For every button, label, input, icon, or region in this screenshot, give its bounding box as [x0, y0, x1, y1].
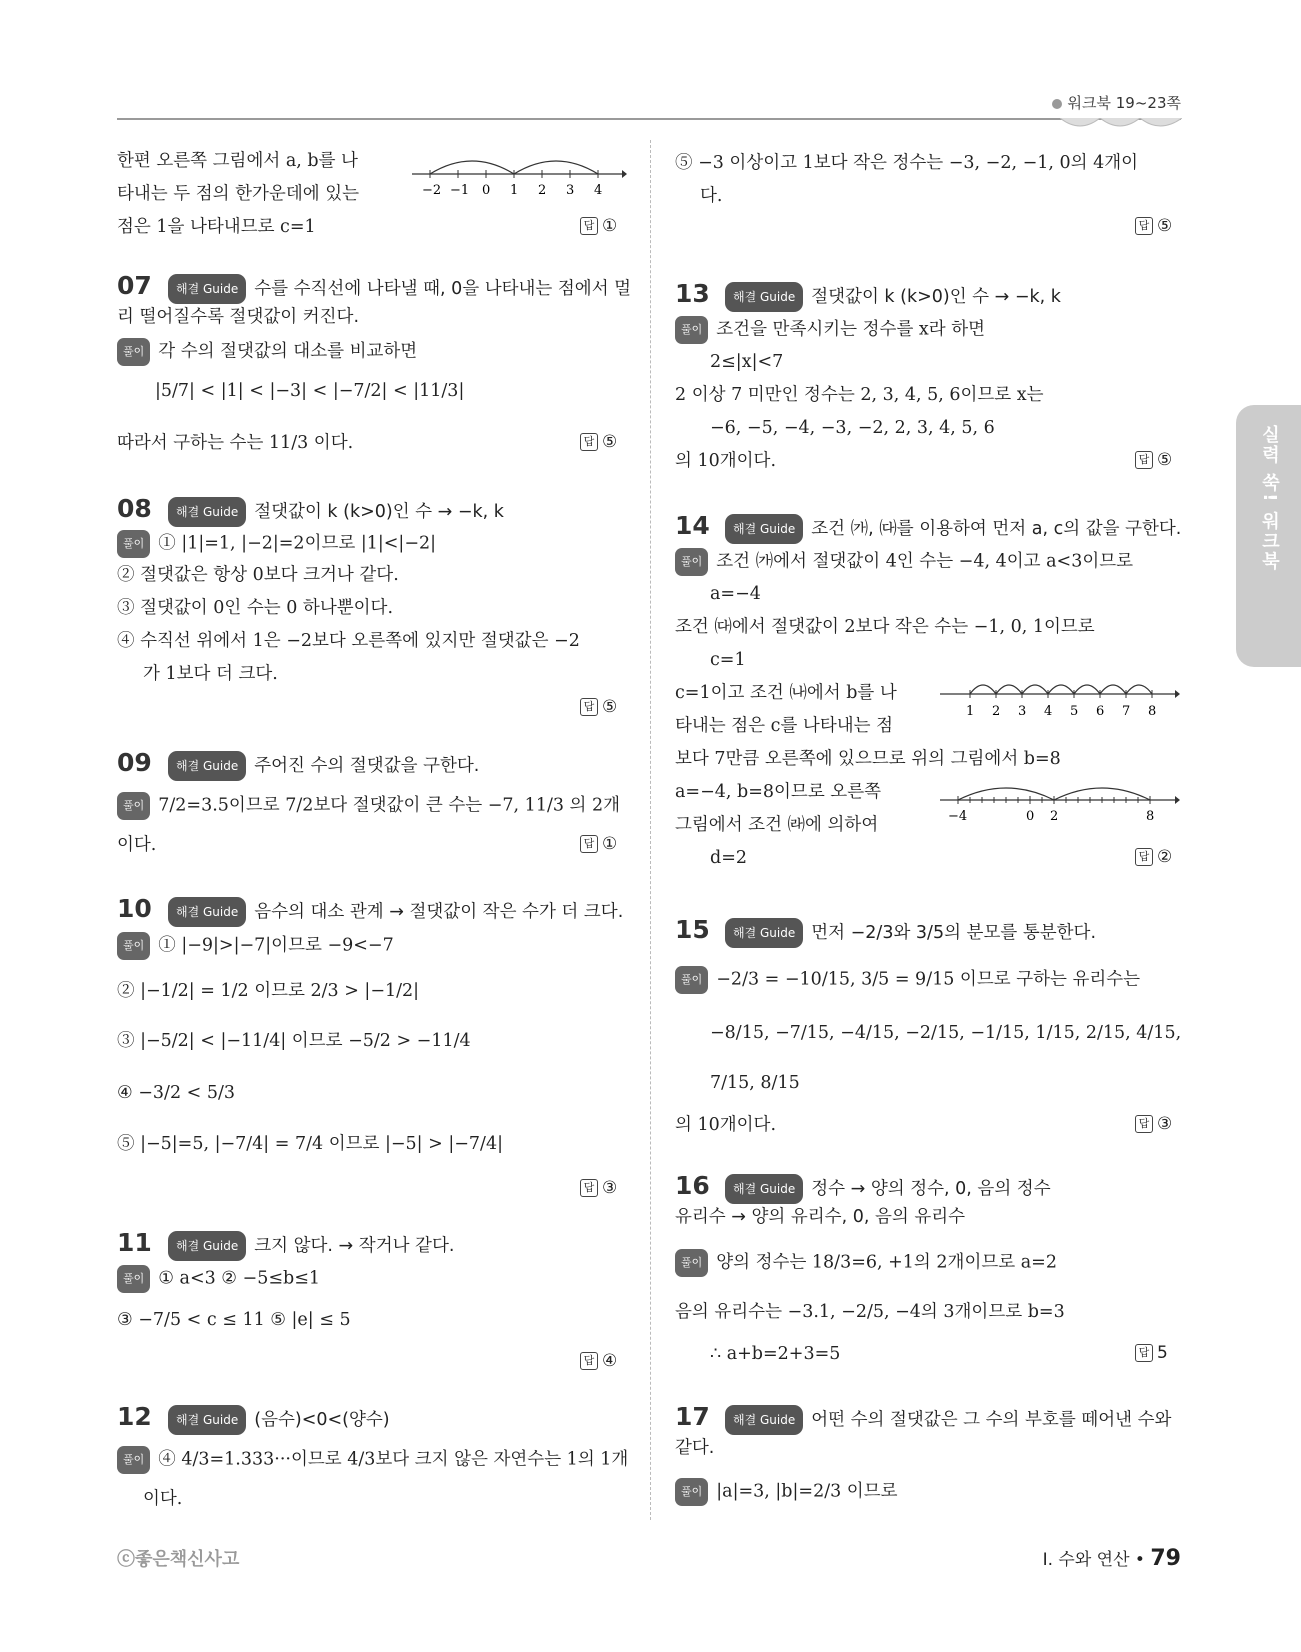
- solution-line: ③ |−5/2| < |−11/4| 이므로 −5/2 > −11/4: [117, 1031, 471, 1051]
- nl3-tick: 0: [1026, 809, 1035, 824]
- nl2-tick: 3: [1018, 704, 1027, 719]
- problem-number: 17: [675, 1402, 710, 1431]
- answer-09: 답 ①: [580, 834, 617, 854]
- bullet-icon: [1052, 99, 1062, 109]
- guide-line: 해결 Guide 절댓값이 k (k>0)인 수 → −k, k: [725, 282, 1061, 312]
- problem-number: 09: [117, 748, 152, 777]
- solution-line: 풀이 각 수의 절댓값의 대소를 비교하면: [117, 338, 417, 366]
- solution-line: 풀이 조건을 만족시키는 정수를 x라 하면: [675, 316, 985, 344]
- number-line-2: [940, 672, 1180, 720]
- solution-line: 따라서 구하는 수는 11/3 이다.: [117, 433, 354, 453]
- solution-line: ③ 절댓값이 0인 수는 0 하나뿐이다.: [117, 598, 394, 618]
- nl1-tick: −1: [450, 183, 470, 198]
- problem-number: 11: [117, 1228, 152, 1257]
- nl1-tick: 0: [482, 183, 491, 198]
- workbook-reference: 워크북 19~23쪽: [1052, 92, 1181, 113]
- answer-intro-right: 답 ⑤: [1135, 216, 1172, 236]
- solution-line: 7/15, 8/15: [710, 1073, 800, 1093]
- answer-icon: 답: [580, 1352, 598, 1370]
- nl3-tick: 8: [1146, 809, 1155, 824]
- guide-line: 해결 Guide 먼저 −2/3와 3/5의 분모를 통분한다.: [725, 918, 1096, 948]
- nl1-tick: −2: [422, 183, 442, 198]
- solution-line: 풀이 −2/3 = −10/15, 3/5 = 9/15 이므로 구하는 유리수는: [675, 966, 1140, 994]
- solution-line: 풀이 7/2=3.5이므로 7/2보다 절댓값이 큰 수는 −7, 11/3 의 2개: [117, 792, 620, 820]
- nl1-tick: 1: [510, 183, 519, 198]
- answer-07: 답 ⑤: [580, 432, 617, 452]
- solution-line: a=−4: [710, 584, 761, 604]
- nl1-tick: 4: [594, 183, 603, 198]
- solution-line: ② 절댓값은 항상 0보다 크거나 같다.: [117, 565, 399, 585]
- guide-line-2: 같다.: [675, 1438, 715, 1458]
- guide-line: 해결 Guide 조건 ㈎, ㈐를 이용하여 먼저 a, c의 값을 구한다.: [725, 514, 1181, 544]
- answer-icon: 답: [1135, 1115, 1153, 1133]
- answer-icon: 답: [580, 835, 598, 853]
- intro-line-3: 점은 1을 나타내므로 c=1: [117, 217, 316, 237]
- answer-icon: 답: [1135, 848, 1153, 866]
- solution-line: 풀이 ④ 4/3=1.333···이므로 4/3보다 크지 않은 자연수는 1의 1개: [117, 1446, 628, 1474]
- solution-line: ④ −3/2 < 5/3: [117, 1083, 236, 1103]
- guide-line-2: 유리수 → 양의 유리수, 0, 음의 유리수: [675, 1207, 966, 1227]
- problem-number: 16: [675, 1171, 710, 1200]
- solution-line: 풀이 조건 ㈎에서 절댓값이 4인 수는 −4, 4이고 a<3이므로: [675, 548, 1133, 576]
- guide-line: 해결 Guide 정수 → 양의 정수, 0, 음의 정수: [725, 1174, 1051, 1204]
- solution-line: ③ −7/5 < c ≤ 11 ⑤ |e| ≤ 5: [117, 1310, 351, 1330]
- nl2-tick: 2: [992, 704, 1001, 719]
- solution-line: 풀이 ① |−9|>|−7|이므로 −9<−7: [117, 932, 394, 960]
- guide-line-2: 리 떨어질수록 절댓값이 커진다.: [117, 307, 360, 327]
- page-footer: Ⅰ. 수와 연산 • 79: [1042, 1546, 1181, 1571]
- solution-line: d=2: [710, 848, 747, 868]
- solution-line: 가 1보다 더 크다.: [143, 664, 278, 684]
- solution-line: 풀이 ① |1|=1, |−2|=2이므로 |1|<|−2|: [117, 530, 436, 558]
- solution-line: ④ 수직선 위에서 1은 −2보다 오른쪽에 있지만 절댓값은 −2: [117, 631, 580, 651]
- answer-icon: 답: [1135, 451, 1153, 469]
- solution-line: −8/15, −7/15, −4/15, −2/15, −1/15, 1/15, 2/15, 4/15,: [710, 1023, 1182, 1043]
- answer-intro-left: 답 ①: [580, 216, 617, 236]
- nl1-tick: 2: [538, 183, 547, 198]
- answer-icon: 답: [580, 433, 598, 451]
- problem-number: 08: [117, 494, 152, 523]
- guide-line: 해결 Guide 수를 수직선에 나타낼 때, 0을 나타내는 점에서 멀: [168, 274, 631, 304]
- answer-icon: 답: [1135, 217, 1153, 235]
- solution-line: 2≤|x|<7: [710, 352, 784, 372]
- answer-icon: 답: [1135, 1344, 1153, 1362]
- answer-10: 답 ③: [580, 1178, 617, 1198]
- problem-number: 10: [117, 894, 152, 923]
- solution-line: 풀이 ① a<3 ② −5≤b≤1: [117, 1265, 320, 1293]
- problem-number: 07: [117, 271, 152, 300]
- solution-line: 의 10개이다.: [675, 451, 777, 471]
- page-number: 79: [1150, 1546, 1181, 1571]
- header-wave-decoration: [1060, 118, 1182, 134]
- answer-16: 답 5: [1135, 1343, 1168, 1363]
- guide-line: 해결 Guide 절댓값이 k (k>0)인 수 → −k, k: [168, 497, 504, 527]
- header-rule: [117, 118, 1181, 120]
- solution-line: a=−4, b=8이므로 오른쪽: [675, 782, 882, 802]
- solution-line: 그림에서 조건 ㈑에 의하여: [675, 815, 879, 835]
- nl2-tick: 1: [966, 704, 975, 719]
- answer-08: 답 ⑤: [580, 697, 617, 717]
- answer-icon: 답: [580, 698, 598, 716]
- solution-line: 다.: [700, 186, 723, 206]
- problem-number: 14: [675, 511, 710, 540]
- solution-line: ⑤ |−5|=5, |−7/4| = 7/4 이므로 |−5| > |−7/4|: [117, 1134, 503, 1154]
- publisher-logo: ⓒ좋은책신사고: [117, 1549, 240, 1570]
- nl3-tick: −4: [948, 809, 968, 824]
- solution-line: 2 이상 7 미만인 정수는 2, 3, 4, 5, 6이므로 x는: [675, 385, 1044, 405]
- guide-line: 해결 Guide 크지 않다. → 작거나 같다.: [168, 1231, 454, 1261]
- nl2-tick: 8: [1148, 704, 1157, 719]
- nl2-tick: 4: [1044, 704, 1053, 719]
- solution-line: 음의 유리수는 −3.1, −2/5, −4의 3개이므로 b=3: [675, 1302, 1065, 1322]
- solution-line: 풀이 양의 정수는 18/3=6, +1의 2개이므로 a=2: [675, 1249, 1057, 1277]
- guide-line: 해결 Guide (음수)<0<(양수): [168, 1405, 390, 1435]
- solution-line: c=1이고 조건 ㈏에서 b를 나: [675, 683, 897, 703]
- intro-line-2: 타내는 두 점의 한가운데에 있는: [117, 184, 360, 204]
- guide-line: 해결 Guide 음수의 대소 관계 → 절댓값이 작은 수가 더 크다.: [168, 897, 623, 927]
- solution-line: ∴ a+b=2+3=5: [710, 1344, 841, 1364]
- number-line-3: [940, 778, 1180, 824]
- nl2-tick: 5: [1070, 704, 1079, 719]
- solution-line: 이다.: [117, 835, 157, 855]
- solution-line: |5/7| < |1| < |−3| < |−7/2| < |11/3|: [155, 381, 465, 401]
- answer-icon: 답: [580, 1179, 598, 1197]
- solution-line: 이다.: [143, 1489, 183, 1509]
- solution-line: −6, −5, −4, −3, −2, 2, 3, 4, 5, 6: [710, 418, 995, 438]
- answer-15: 답 ③: [1135, 1114, 1172, 1134]
- nl1-tick: 3: [566, 183, 575, 198]
- solution-line: ② |−1/2| = 1/2 이므로 2/3 > |−1/2|: [117, 981, 420, 1001]
- guide-line: 해결 Guide 어떤 수의 절댓값은 그 수의 부호를 떼어낸 수와: [725, 1405, 1171, 1435]
- problem-number: 15: [675, 915, 710, 944]
- guide-line: 해결 Guide 주어진 수의 절댓값을 구한다.: [168, 751, 479, 781]
- answer-11: 답 ④: [580, 1351, 617, 1371]
- answer-13: 답 ⑤: [1135, 450, 1172, 470]
- solution-line: c=1: [710, 650, 746, 670]
- nl3-tick: 2: [1050, 809, 1059, 824]
- column-divider: [650, 140, 651, 1520]
- solution-line: 조건 ㈐에서 절댓값이 2보다 작은 수는 −1, 0, 1이므로: [675, 617, 1095, 637]
- number-line-1: [412, 150, 627, 198]
- solution-line: 의 10개이다.: [675, 1115, 777, 1135]
- solution-line: 보다 7만큼 오른쪽에 있으므로 위의 그림에서 b=8: [675, 749, 1061, 769]
- solution-line: 풀이 |a|=3, |b|=2/3 이므로: [675, 1478, 898, 1506]
- problem-number: 12: [117, 1402, 152, 1431]
- solution-line: 타내는 점은 c를 나타내는 점: [675, 716, 894, 736]
- answer-icon: 답: [580, 217, 598, 235]
- nl2-tick: 6: [1096, 704, 1105, 719]
- side-tab[interactable]: 실력 쑥! 워크북: [1236, 405, 1301, 667]
- answer-14: 답 ②: [1135, 847, 1172, 867]
- nl2-tick: 7: [1122, 704, 1131, 719]
- problem-number: 13: [675, 279, 710, 308]
- solution-line: ⑤ −3 이상이고 1보다 작은 정수는 −3, −2, −1, 0의 4개이: [675, 153, 1139, 173]
- intro-line-1: 한편 오른쪽 그림에서 a, b를 나: [117, 151, 358, 171]
